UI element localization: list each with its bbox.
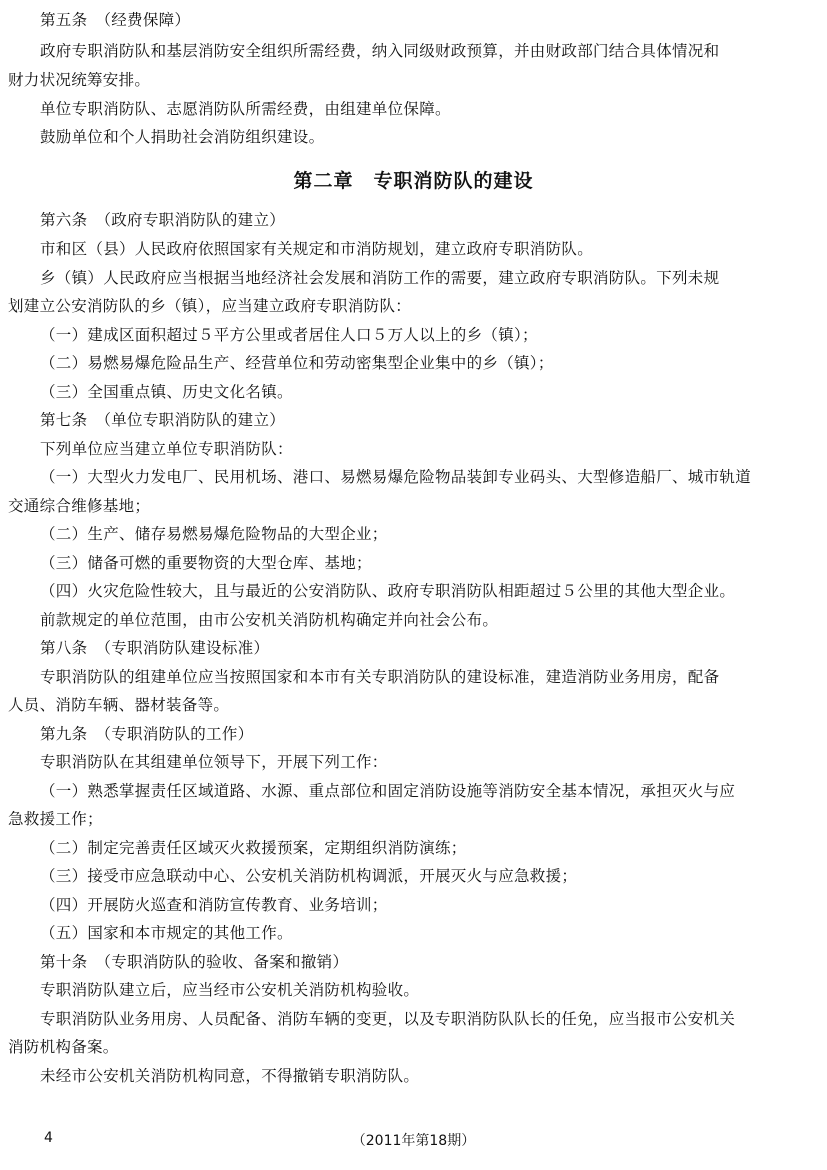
list-item: （二）易燃易爆危险品生产、经营单位和劳动密集型企业集中的乡（镇）； bbox=[40, 354, 554, 372]
list-item: （三）接受市应急联动中心、公安机关消防机构调派，开展灭火与应急救援； bbox=[40, 867, 578, 885]
issue-label: （2011年第18期） bbox=[351, 1133, 476, 1149]
paragraph-line: 乡（镇）人民政府应当根据当地经济社会发展和消防工作的需要，建立政府专职消防队。下列未规 bbox=[40, 269, 720, 287]
page-number: 4 bbox=[44, 1130, 53, 1146]
list-item: （一）大型火力发电厂、民用机场、港口、易燃易爆危险物品装卸专业码头、大型修造船厂、城市轨道 bbox=[40, 468, 752, 486]
paragraph-line: 未经市公安机关消防机构同意，不得撤销专职消防队。 bbox=[40, 1067, 420, 1085]
paragraph-line: 前款规定的单位范围，由市公安机关消防机构确定并向社会公布。 bbox=[40, 611, 499, 629]
article-5-heading: 第五条 （经费保障） bbox=[40, 11, 191, 29]
article-7-heading: 第七条 （单位专职消防队的建立） bbox=[40, 411, 286, 429]
list-item: （四）开展防火巡查和消防宣传教育、业务培训； bbox=[40, 896, 388, 914]
paragraph-line: 专职消防队业务用房、人员配备、消防车辆的变更，以及专职消防队队长的任免，应当报市公安机关 bbox=[40, 1010, 736, 1028]
paragraph-line: 人员、消防车辆、器材装备等。 bbox=[8, 696, 230, 714]
list-item: （一）熟悉掌握责任区域道路、水源、重点部位和固定消防设施等消防安全基本情况，承担灭火与应 bbox=[40, 782, 736, 800]
paragraph-line: 消防机构备案。 bbox=[8, 1038, 119, 1056]
list-item: （二）制定完善责任区域灭火救援预案，定期组织消防演练； bbox=[40, 839, 467, 857]
paragraph-line: 专职消防队建立后，应当经市公安机关消防机构验收。 bbox=[40, 981, 420, 999]
paragraph-line: 市和区（县）人民政府依照国家有关规定和市消防规划，建立政府专职消防队。 bbox=[40, 240, 594, 258]
article-10-heading: 第十条 （专职消防队的验收、备案和撤销） bbox=[40, 953, 349, 971]
list-item: （三）储备可燃的重要物资的大型仓库、基地； bbox=[40, 554, 372, 572]
list-item: （五）国家和本市规定的其他工作。 bbox=[40, 924, 293, 942]
paragraph-line: 下列单位应当建立单位专职消防队： bbox=[40, 440, 293, 458]
paragraph-line: 划建立公安消防队的乡（镇），应当建立政府专职消防队： bbox=[8, 297, 412, 315]
paragraph-line: 政府专职消防队和基层消防安全组织所需经费，纳入同级财政预算，并由财政部门结合具体情况和 bbox=[40, 42, 720, 60]
list-item: （四）火灾危险性较大，且与最近的公安消防队、政府专职消防队相距超过５公里的其他大型企业。 bbox=[40, 582, 736, 600]
paragraph-line: 鼓励单位和个人捐助社会消防组织建设。 bbox=[40, 128, 325, 146]
list-item-continuation: 急救援工作； bbox=[8, 810, 103, 828]
list-item: （三）全国重点镇、历史文化名镇。 bbox=[40, 383, 293, 401]
paragraph-line: 单位专职消防队、志愿消防队所需经费，由组建单位保障。 bbox=[40, 100, 451, 118]
list-item-continuation: 交通综合维修基地； bbox=[8, 497, 151, 515]
chapter-title: 第二章 专职消防队的建设 bbox=[293, 170, 534, 192]
paragraph-line: 专职消防队的组建单位应当按照国家和本市有关专职消防队的建设标准，建造消防业务用房，配备 bbox=[40, 668, 720, 686]
list-item: （一）建成区面积超过５平方公里或者居住人口５万人以上的乡（镇）； bbox=[40, 326, 538, 344]
article-6-heading: 第六条 （政府专职消防队的建立） bbox=[40, 211, 286, 229]
paragraph-line: 专职消防队在其组建单位领导下，开展下列工作： bbox=[40, 753, 388, 771]
list-item: （二）生产、储存易燃易爆危险物品的大型企业； bbox=[40, 525, 388, 543]
article-9-heading: 第九条 （专职消防队的工作） bbox=[40, 725, 254, 743]
paragraph-line: 财力状况统筹安排。 bbox=[8, 71, 151, 89]
article-8-heading: 第八条 （专职消防队建设标准） bbox=[40, 639, 270, 657]
